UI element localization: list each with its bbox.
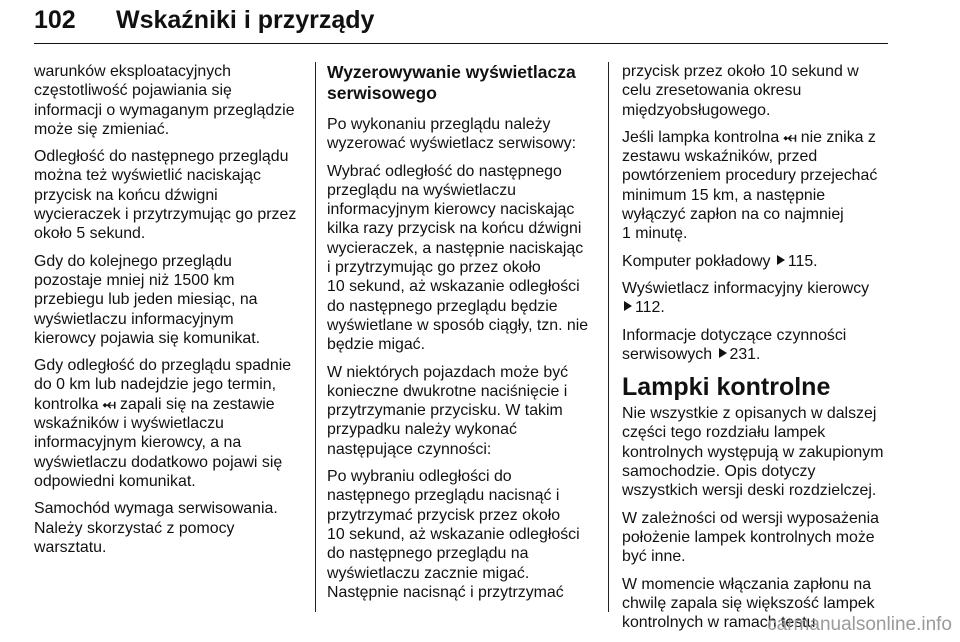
text-line: W momencie włączania zapłonu na bbox=[622, 575, 872, 593]
text-line: pozostaje mniej niż 1500 km bbox=[34, 271, 235, 289]
text-line: do następnego przeglądu będzie bbox=[327, 297, 558, 315]
paragraph bbox=[327, 115, 602, 154]
text-line: przycisk na końcu dźwigni bbox=[34, 186, 218, 204]
paragraph bbox=[327, 363, 602, 459]
text-line: W niektórych pojazdach może być bbox=[327, 363, 569, 381]
text-line: częstotliwość pojawiania się bbox=[34, 82, 232, 100]
text-line: międzyobsługowego. bbox=[622, 101, 771, 119]
column-divider bbox=[608, 62, 609, 612]
paragraph bbox=[327, 467, 602, 602]
paragraph bbox=[622, 128, 894, 244]
paragraph bbox=[622, 509, 894, 567]
text-line: wyświetlane w sposób ciągły, tzn. nie bbox=[327, 316, 589, 334]
text-line: konieczne dwukrotne naciśnięcie i bbox=[327, 382, 568, 400]
page-number: 102 bbox=[34, 6, 76, 34]
text-line: można też wyświetlić naciskając bbox=[34, 167, 261, 185]
heading-line: serwisowego bbox=[327, 83, 437, 103]
text-line: warunków eksploatacyjnych bbox=[34, 63, 231, 80]
text-line bbox=[34, 395, 306, 414]
paragraph bbox=[622, 404, 894, 500]
text-line: Następnie nacisnąć i przytrzymać bbox=[327, 583, 564, 601]
heading-line: Wyzerowywanie wyświetlacza bbox=[327, 62, 576, 82]
page-title: Wskaźniki i przyrządy bbox=[116, 6, 375, 34]
text-line: przycisk przez około 10 sekund w bbox=[622, 63, 859, 80]
text-line: około 5 sekund. bbox=[34, 225, 146, 243]
column-divider bbox=[315, 62, 316, 612]
text-line: następujące czynności: bbox=[327, 440, 492, 458]
text-line: wyświetlaczu zacznie migać. bbox=[327, 564, 530, 582]
page-ref-arrow-icon bbox=[624, 301, 632, 311]
text-line: samochodzie. Opis dotyczy bbox=[622, 463, 816, 481]
text-line: wyzerować wyświetlacz serwisowy: bbox=[327, 135, 577, 153]
section-heading bbox=[327, 62, 602, 104]
page-header bbox=[34, 6, 888, 42]
paragraph bbox=[34, 499, 306, 557]
column-3 bbox=[622, 62, 894, 640]
inline-text: zapali się na zestawie bbox=[120, 395, 275, 413]
text-line: Należy skorzystać z pomocy bbox=[34, 519, 235, 537]
text-line: Wyświetlacz informacyjny kierowcy bbox=[622, 279, 870, 297]
column-2 bbox=[327, 62, 602, 610]
header-rule bbox=[34, 43, 888, 44]
text-line: powtórzeniem procedury przejechać bbox=[622, 167, 878, 185]
text-line: wyświetlaczu dodatkowo pojawi się bbox=[34, 453, 283, 471]
cross-reference[interactable] bbox=[622, 326, 894, 365]
cross-reference[interactable] bbox=[622, 252, 894, 271]
reference-page: 231. bbox=[729, 345, 761, 363]
reference-page: 112. bbox=[635, 299, 665, 317]
text-line: W zależności od wersji wyposażenia bbox=[622, 509, 880, 527]
text-line: przytrzymać przycisk przez około bbox=[327, 506, 561, 524]
text-line: i przytrzymując go przez około bbox=[327, 259, 541, 277]
paragraph bbox=[327, 162, 602, 355]
text-line: Po wybraniu odległości do bbox=[327, 468, 512, 486]
paragraph bbox=[34, 252, 306, 348]
text-line: Wybrać odległość do następnego bbox=[327, 162, 562, 180]
section-heading: Lampki kontrolne bbox=[622, 373, 831, 402]
text-line: Odległość do następnego przeglądu bbox=[34, 148, 289, 166]
text-line: następnego przeglądu nacisnąć i bbox=[327, 487, 560, 505]
text-line bbox=[622, 252, 894, 271]
text-line: warsztatu. bbox=[34, 538, 107, 556]
text-line: przebiegu lub jeden miesiąc, na bbox=[34, 291, 258, 309]
text-line: Gdy odległość do przeglądu spadnie bbox=[34, 357, 292, 375]
service-wrench-icon: ⤟ bbox=[102, 395, 116, 413]
cross-reference[interactable] bbox=[622, 279, 894, 318]
page-ref-arrow-icon bbox=[719, 348, 727, 358]
text-line: kierowcy pojawia się komunikat. bbox=[34, 329, 261, 347]
text-line: do następnego przeglądu na bbox=[327, 545, 529, 563]
service-wrench-icon: ⤟ bbox=[783, 128, 797, 146]
text-line: części tego rozdziału lampek bbox=[622, 424, 826, 442]
text-line: może się zmieniać. bbox=[34, 120, 170, 138]
text-line: kontrolnych w ramach testu. bbox=[622, 614, 820, 632]
text-line: Informacje dotyczące czynności bbox=[622, 326, 847, 344]
inline-text: kontrolka bbox=[34, 395, 99, 413]
paragraph bbox=[34, 356, 306, 491]
text-line: kilka razy przycisk na końcu dźwigni bbox=[327, 220, 582, 238]
text-line: informacji o wymaganym przeglądzie bbox=[34, 101, 295, 119]
text-line: położenie lampek kontrolnych może bbox=[622, 528, 875, 546]
text-line: wyświetlaczu informacyjnym bbox=[34, 310, 234, 328]
text-line: Nie wszystkie z opisanych w dalszej bbox=[622, 405, 877, 423]
reference-text: Komputer pokładowy bbox=[622, 252, 771, 270]
text-line: zestawu wskaźników, przed bbox=[622, 148, 818, 166]
text-line: do 0 km lub nadejdzie jego termin, bbox=[34, 376, 277, 394]
text-line: 10 sekund, aż wskazanie odległości bbox=[327, 278, 580, 296]
paragraph bbox=[622, 62, 894, 120]
paragraph bbox=[34, 62, 306, 139]
text-line: wszystkich wersji deski rozdzielczej. bbox=[622, 482, 877, 500]
text-line: informacyjnym kierowcy naciskając bbox=[327, 201, 575, 219]
text-line: 1 minutę. bbox=[622, 225, 688, 243]
text-line bbox=[622, 298, 894, 317]
paragraph bbox=[34, 147, 306, 243]
reference-text: serwisowych bbox=[622, 345, 713, 363]
column-1 bbox=[34, 62, 306, 565]
text-line bbox=[622, 128, 894, 147]
text-line: przeglądu na wyświetlaczu bbox=[327, 181, 517, 199]
text-line: kontrolnych występują w zakupionym bbox=[622, 443, 884, 461]
reference-page: 115. bbox=[787, 252, 818, 270]
text-line bbox=[622, 345, 894, 364]
text-line: przytrzymanie przycisku. W takim bbox=[327, 402, 563, 420]
text-line: będzie migać. bbox=[327, 336, 426, 354]
inline-text: nie znika z bbox=[800, 128, 876, 146]
text-line: Po wykonaniu przeglądu należy bbox=[327, 116, 551, 133]
watermark: carmanualsonline.info bbox=[767, 614, 952, 635]
text-line: wycieraczek i przytrzymując go przez bbox=[34, 206, 297, 224]
text-line: celu zresetowania okresu bbox=[622, 82, 802, 100]
text-line: 10 sekund, aż wskazanie odległości bbox=[327, 525, 580, 543]
page-ref-arrow-icon bbox=[777, 255, 785, 265]
text-line: informacyjnym kierowcy, a na bbox=[34, 434, 242, 452]
text-line: wyłączyć zapłon na co najmniej bbox=[622, 206, 844, 224]
text-line: odpowiedni komunikat. bbox=[34, 472, 196, 490]
text-line: być inne. bbox=[622, 548, 686, 566]
text-line: minimum 15 km, a następnie bbox=[622, 186, 826, 204]
text-line: chwilę zapala się większość lampek bbox=[622, 594, 875, 612]
text-line: wskaźników i wyświetlaczu bbox=[34, 415, 224, 433]
text-line: przypadku należy wykonać bbox=[327, 421, 517, 439]
text-line: wycieraczek, a następnie naciskając bbox=[327, 239, 584, 257]
text-line: Gdy do kolejnego przeglądu bbox=[34, 252, 232, 270]
text-line: Samochód wymaga serwisowania. bbox=[34, 500, 278, 518]
inline-text: Jeśli lampka kontrolna bbox=[622, 128, 780, 146]
